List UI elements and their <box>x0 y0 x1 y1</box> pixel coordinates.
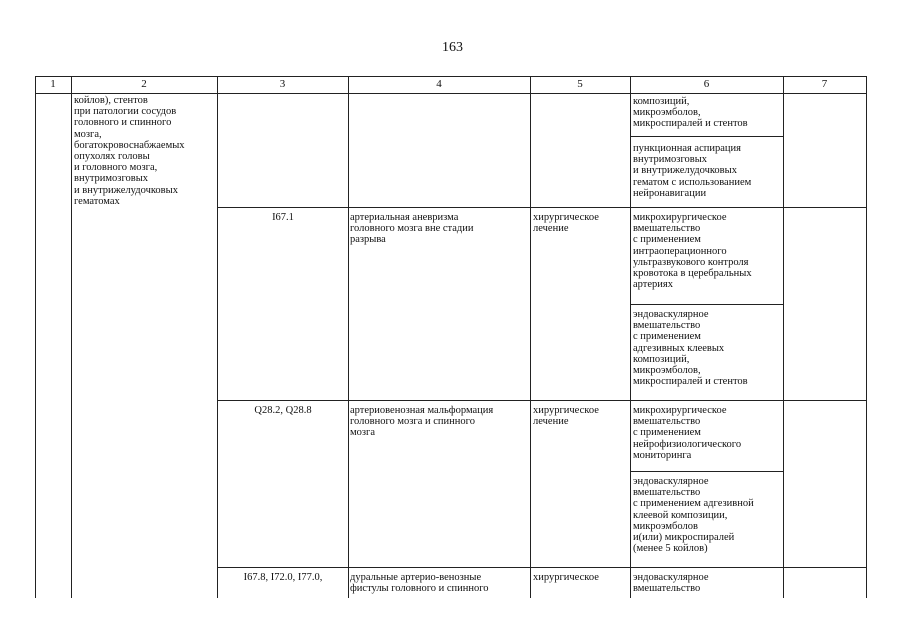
treatment-type: хирургическое лечение <box>533 212 599 235</box>
diagnosis-text: артериальная аневризма головного мозга вне стадии разрыва <box>350 212 474 246</box>
diagnosis-code: I67.8, I72.0, I77.0, <box>243 572 323 583</box>
treatment-type: хирургическое лечение <box>533 405 599 428</box>
column-header: 7 <box>821 78 828 90</box>
column-divider <box>71 76 72 598</box>
method-text: микрохирургическое вмешательство с применением нейрофизиологического мониторинга <box>633 405 742 461</box>
method-text: эндоваскулярное вмешательство с применением адгезивной клеевой композиции, микроэмболов и(или) микроспиралей (менее 5 койлов) <box>633 476 754 555</box>
diagnosis-text: дуральные артерио-венозные фистулы головного и спинного <box>350 572 489 595</box>
method-text: эндоваскулярное вмешательство с применением адгезивных клеевых композиций, микроэмболов, микроспиралей и стентов <box>633 309 748 388</box>
column-header: 4 <box>436 78 442 90</box>
method-text: эндоваскулярное вмешательство <box>633 572 709 595</box>
method-divider <box>630 471 784 472</box>
page-number: 163 <box>442 40 463 55</box>
method-text: микрохирургическое вмешательство с применением интраоперационного ультразвукового контроля кровотока в церебральных артериях <box>633 212 752 291</box>
method-divider <box>630 304 784 305</box>
table-border-left <box>35 76 36 598</box>
column-divider <box>530 76 531 598</box>
diagnosis-text: артериовенозная мальформация головного мозга и спинного мозга <box>350 405 494 439</box>
row-divider <box>217 207 867 208</box>
column-header: 6 <box>703 78 710 90</box>
diagnosis-code: Q28.2, Q28.8 <box>254 405 312 416</box>
column-header: 3 <box>279 78 286 90</box>
treatment-type: хирургическое <box>533 572 599 583</box>
diagnosis-code: I67.1 <box>272 212 294 223</box>
method-text: пункционная аспирация внутримозговых и внутрижелудочковых гематом с использованием нейронавигации <box>633 143 752 199</box>
column-divider <box>783 76 784 598</box>
column-divider <box>348 76 349 598</box>
row-divider <box>217 400 867 401</box>
row-divider <box>217 567 867 568</box>
column-divider <box>217 76 218 598</box>
column-header: 2 <box>141 78 147 90</box>
method-text: композиций, микроэмболов, микроспиралей и стентов <box>633 96 748 130</box>
table-border-right <box>866 76 867 598</box>
column-header: 5 <box>577 78 583 90</box>
procedure-description: койлов), стентов при патологии сосудов головного и спинного мозга, богатокровоснабжаемых опухолях головы и головного мозга, внутримозговых и внутрижелудочковых гематомах <box>74 95 185 207</box>
column-header: 1 <box>50 78 56 90</box>
method-divider <box>630 136 784 137</box>
column-divider <box>630 76 631 598</box>
header-row-bottom <box>35 93 867 94</box>
